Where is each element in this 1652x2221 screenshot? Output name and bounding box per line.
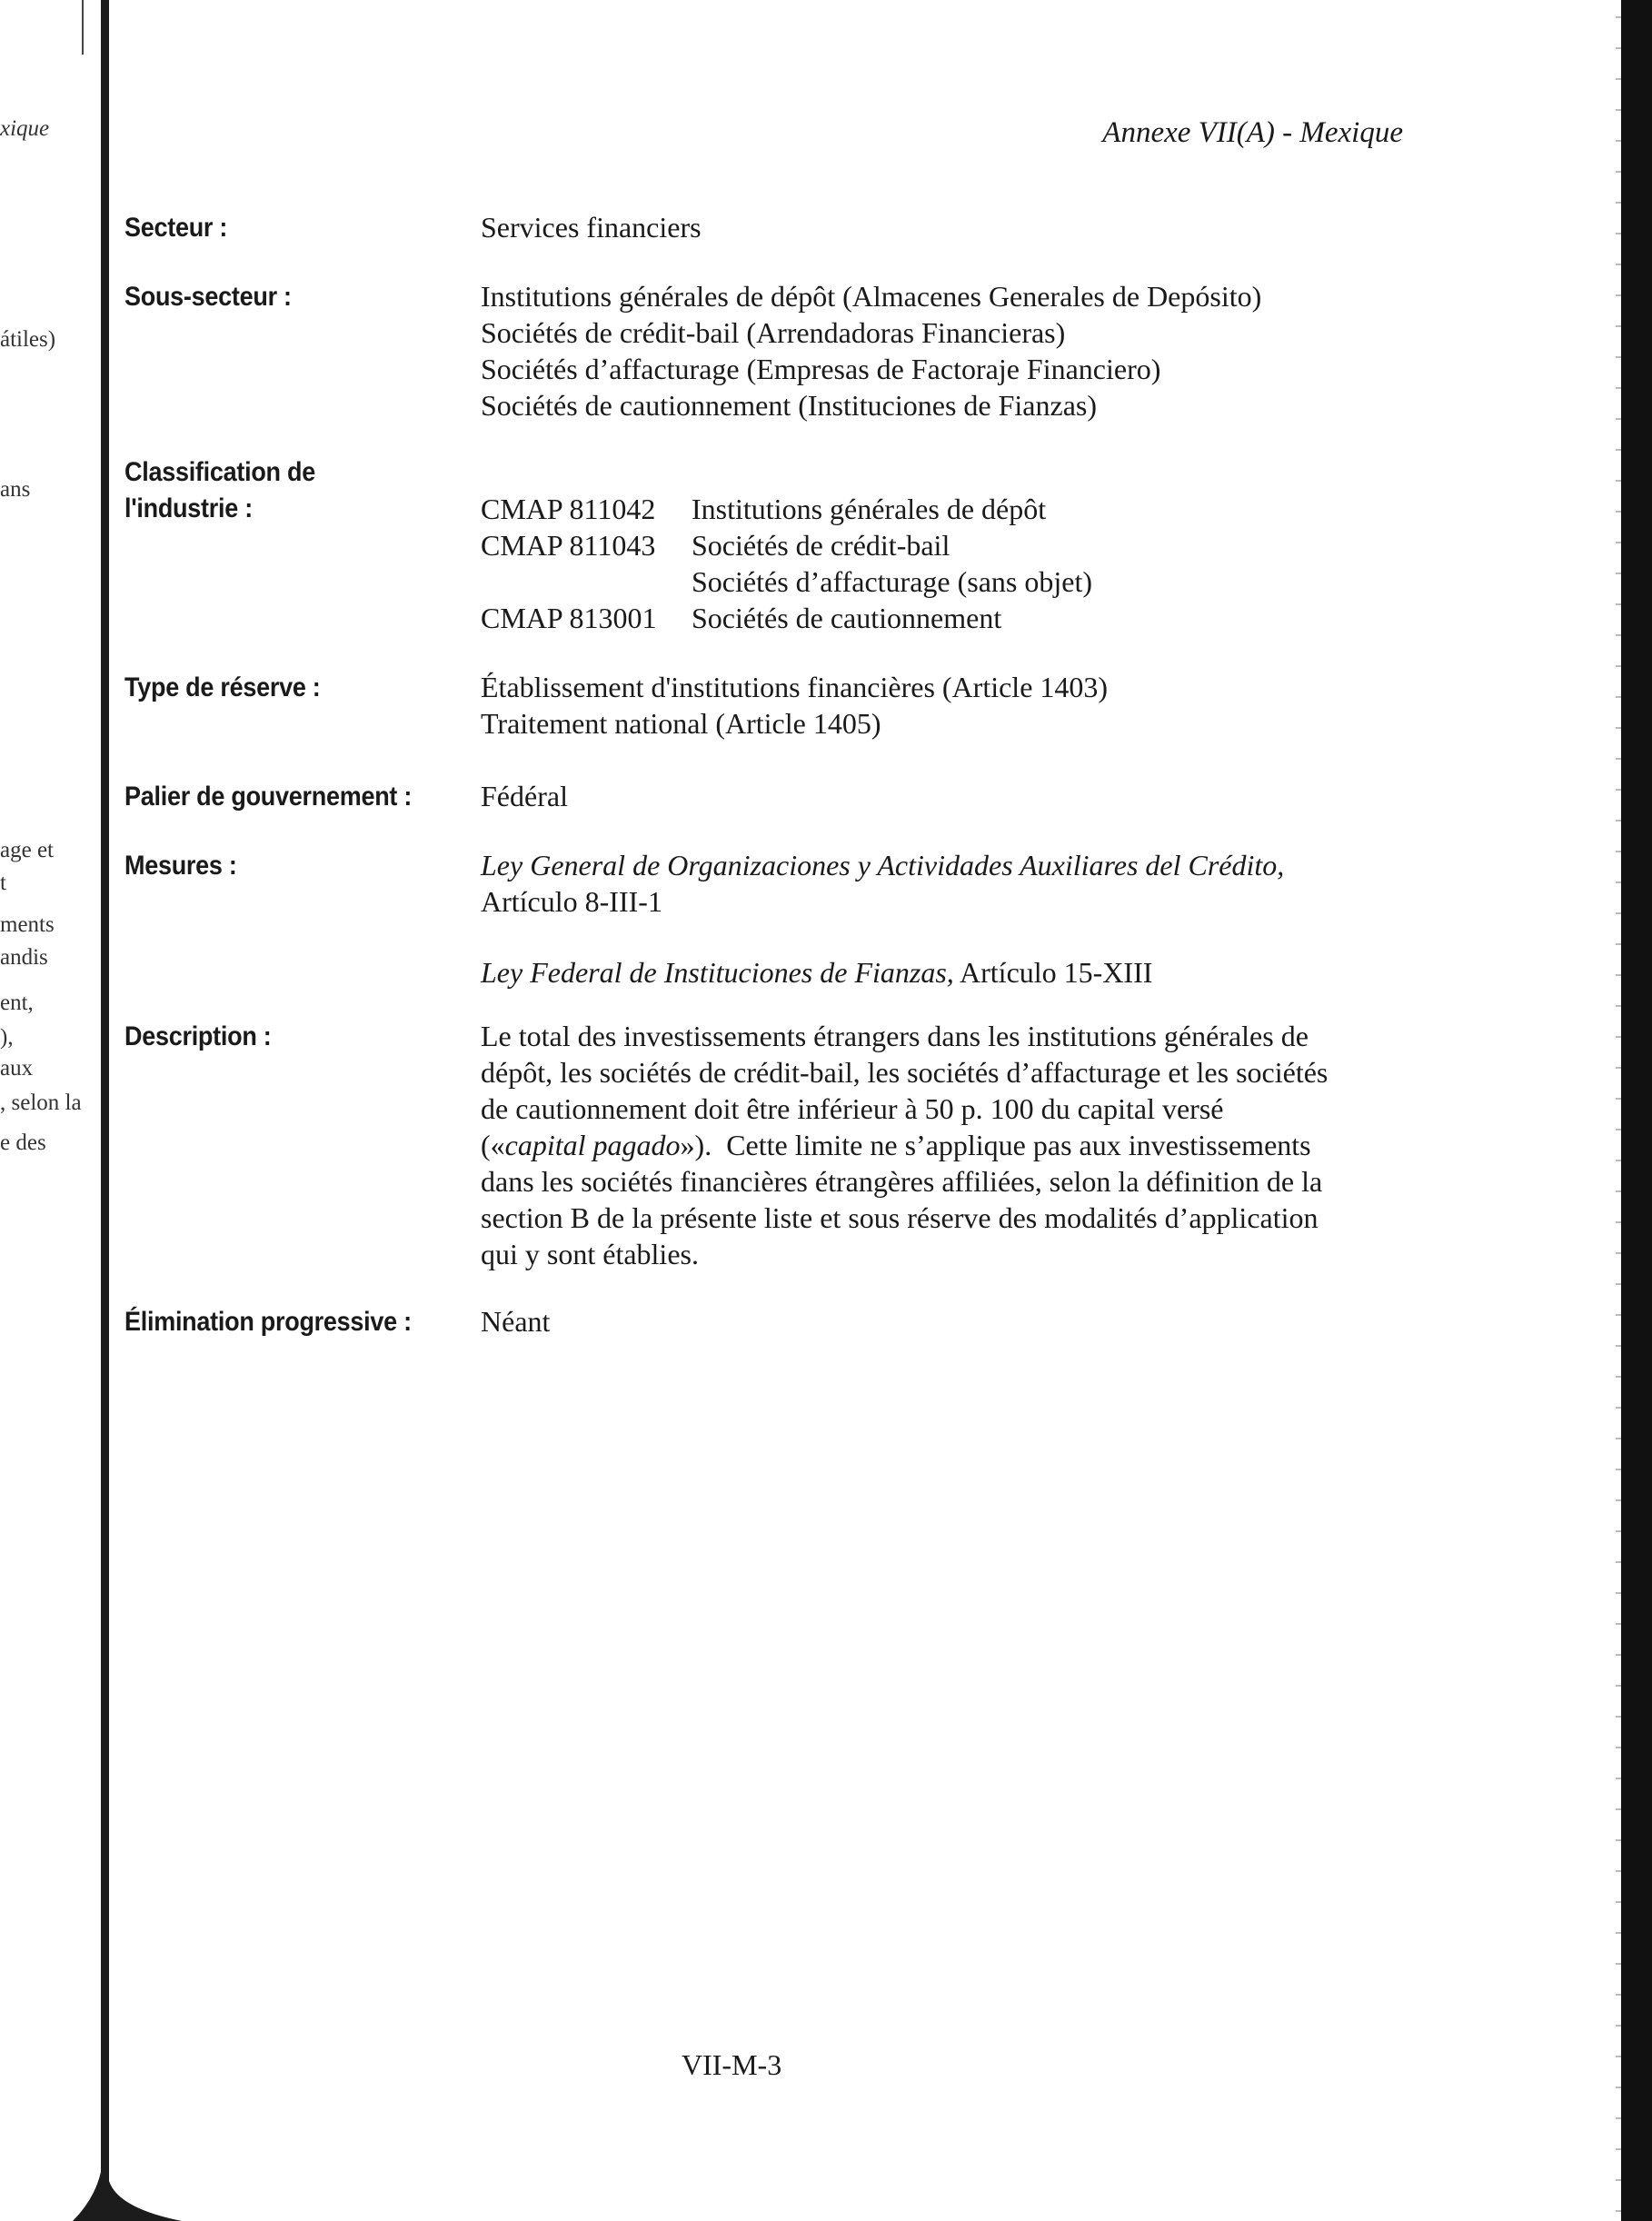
description-line-rest: »). Cette limite ne s’applique pas aux investissements bbox=[680, 1129, 1311, 1161]
bleed-fragment: xique bbox=[0, 116, 50, 141]
government-level-value: Fédéral bbox=[481, 780, 568, 812]
subsector-row bbox=[124, 278, 1415, 423]
measure-line bbox=[481, 954, 1415, 991]
measure-law-title: Ley General de Organizaciones y Actividades Auxiliares del Crédito, bbox=[481, 849, 1285, 881]
reservation-type-line: Traitement national (Article 1405) bbox=[481, 707, 881, 740]
cmap-code: CMAP 811043 bbox=[481, 529, 656, 562]
bleed-fragment: , selon la bbox=[0, 1091, 82, 1115]
bleed-fragment: andis bbox=[0, 945, 48, 970]
cmap-row bbox=[481, 563, 1415, 600]
bleed-fragment: ments bbox=[0, 912, 55, 937]
measure-article: Artículo 8-III-1 bbox=[481, 885, 662, 918]
reservation-type-value bbox=[481, 669, 1415, 742]
classification-label-line: Classification de bbox=[124, 457, 315, 487]
description-row bbox=[124, 1018, 1415, 1272]
bleed-fragment: age et bbox=[0, 838, 54, 862]
subsector-line: Sociétés de crédit-bail (Arrendadoras Financieras) bbox=[481, 316, 1066, 349]
cmap-desc: Sociétés de crédit-bail bbox=[692, 529, 950, 562]
description-line: dépôt, les sociétés de crédit-bail, les sociétés d’affacturage et les sociétés bbox=[481, 1056, 1329, 1089]
classification-value bbox=[481, 454, 1415, 636]
bleed-fragment: ent, bbox=[0, 991, 34, 1015]
subsector-label: Sous-secteur : bbox=[124, 282, 292, 312]
description-line: dans les sociétés financières étrangères affiliées, selon la définition de la bbox=[481, 1165, 1323, 1198]
sector-row bbox=[124, 209, 1415, 247]
cmap-row bbox=[481, 527, 1415, 563]
cmap-code: CMAP 811042 bbox=[481, 493, 656, 525]
cmap-desc: Sociétés d’affacturage (sans objet) bbox=[692, 565, 1092, 598]
cmap-code bbox=[481, 563, 692, 600]
cmap-row bbox=[481, 600, 1415, 636]
government-level-row bbox=[124, 778, 1415, 816]
cmap-desc: Institutions générales de dépôt bbox=[692, 493, 1047, 525]
description-line bbox=[481, 1127, 1415, 1163]
scan-right-edge bbox=[1621, 0, 1652, 2221]
measures-value bbox=[481, 847, 1415, 991]
bleed-fragment: ans bbox=[0, 477, 31, 502]
description-line: Le total des investissements étrangers dans les institutions générales de bbox=[481, 1020, 1309, 1052]
classification-label-line: l'industrie : bbox=[124, 493, 253, 523]
phase-out-label: Élimination progressive : bbox=[124, 1307, 412, 1337]
binding-edge bbox=[101, 0, 109, 2221]
running-head: Annexe VII(A) - Mexique bbox=[1102, 116, 1403, 149]
bleed-fragment: e des bbox=[0, 1130, 46, 1155]
description-line: qui y sont établies. bbox=[481, 1238, 699, 1270]
classification-label bbox=[124, 454, 445, 527]
measure-spacer bbox=[481, 920, 1415, 954]
subsector-line: Sociétés d’affacturage (Empresas de Factoraje Financiero) bbox=[481, 353, 1161, 385]
quote-open: (« bbox=[481, 1129, 505, 1161]
measures-label: Mesures : bbox=[124, 851, 237, 881]
bleed-fragment: aux bbox=[0, 1056, 34, 1081]
cmap-row bbox=[481, 491, 1415, 527]
capital-pagado-term: capital pagado bbox=[504, 1129, 681, 1161]
description-line: section B de la présente liste et sous réserve des modalités d’application bbox=[481, 1201, 1319, 1234]
cmap-code: CMAP 813001 bbox=[481, 602, 657, 634]
measure-article: Artículo 15-XIII bbox=[960, 956, 1153, 989]
reservation-entry bbox=[124, 209, 1415, 1341]
measures-row bbox=[124, 847, 1415, 991]
cmap-desc: Sociétés de cautionnement bbox=[692, 602, 1002, 634]
bleed-fragment: t bbox=[0, 871, 6, 895]
sector-label: Secteur : bbox=[124, 213, 228, 243]
phase-out-value: Néant bbox=[481, 1305, 551, 1338]
bleed-fragment: ), bbox=[0, 1025, 14, 1050]
reservation-type-label: Type de réserve : bbox=[124, 672, 321, 702]
subsector-line: Sociétés de cautionnement (Instituciones de Fianzas) bbox=[481, 389, 1098, 422]
description-label: Description : bbox=[124, 1021, 272, 1051]
facing-page-bleed bbox=[0, 0, 98, 2221]
subsector-line: Institutions générales de dépôt (Almacenes Generales de Depósito) bbox=[481, 280, 1262, 313]
description-line: de cautionnement doit être inférieur à 50 p. 100 du capital versé bbox=[481, 1092, 1224, 1125]
sector-value: Services financiers bbox=[481, 211, 702, 244]
page-number: VII-M-3 bbox=[682, 2048, 782, 2081]
classification-row bbox=[124, 454, 1415, 636]
reservation-type-row bbox=[124, 669, 1415, 742]
measure-law-title: Ley Federal de Instituciones de Fianzas, bbox=[481, 956, 954, 989]
description-value bbox=[481, 1018, 1415, 1272]
subsector-value bbox=[481, 278, 1415, 423]
phase-out-row bbox=[124, 1303, 1415, 1341]
reservation-type-line: Établissement d'institutions financières (Article 1403) bbox=[481, 671, 1109, 703]
government-level-label: Palier de gouvernement : bbox=[124, 782, 413, 812]
bleed-fragment: átiles) bbox=[0, 327, 56, 352]
